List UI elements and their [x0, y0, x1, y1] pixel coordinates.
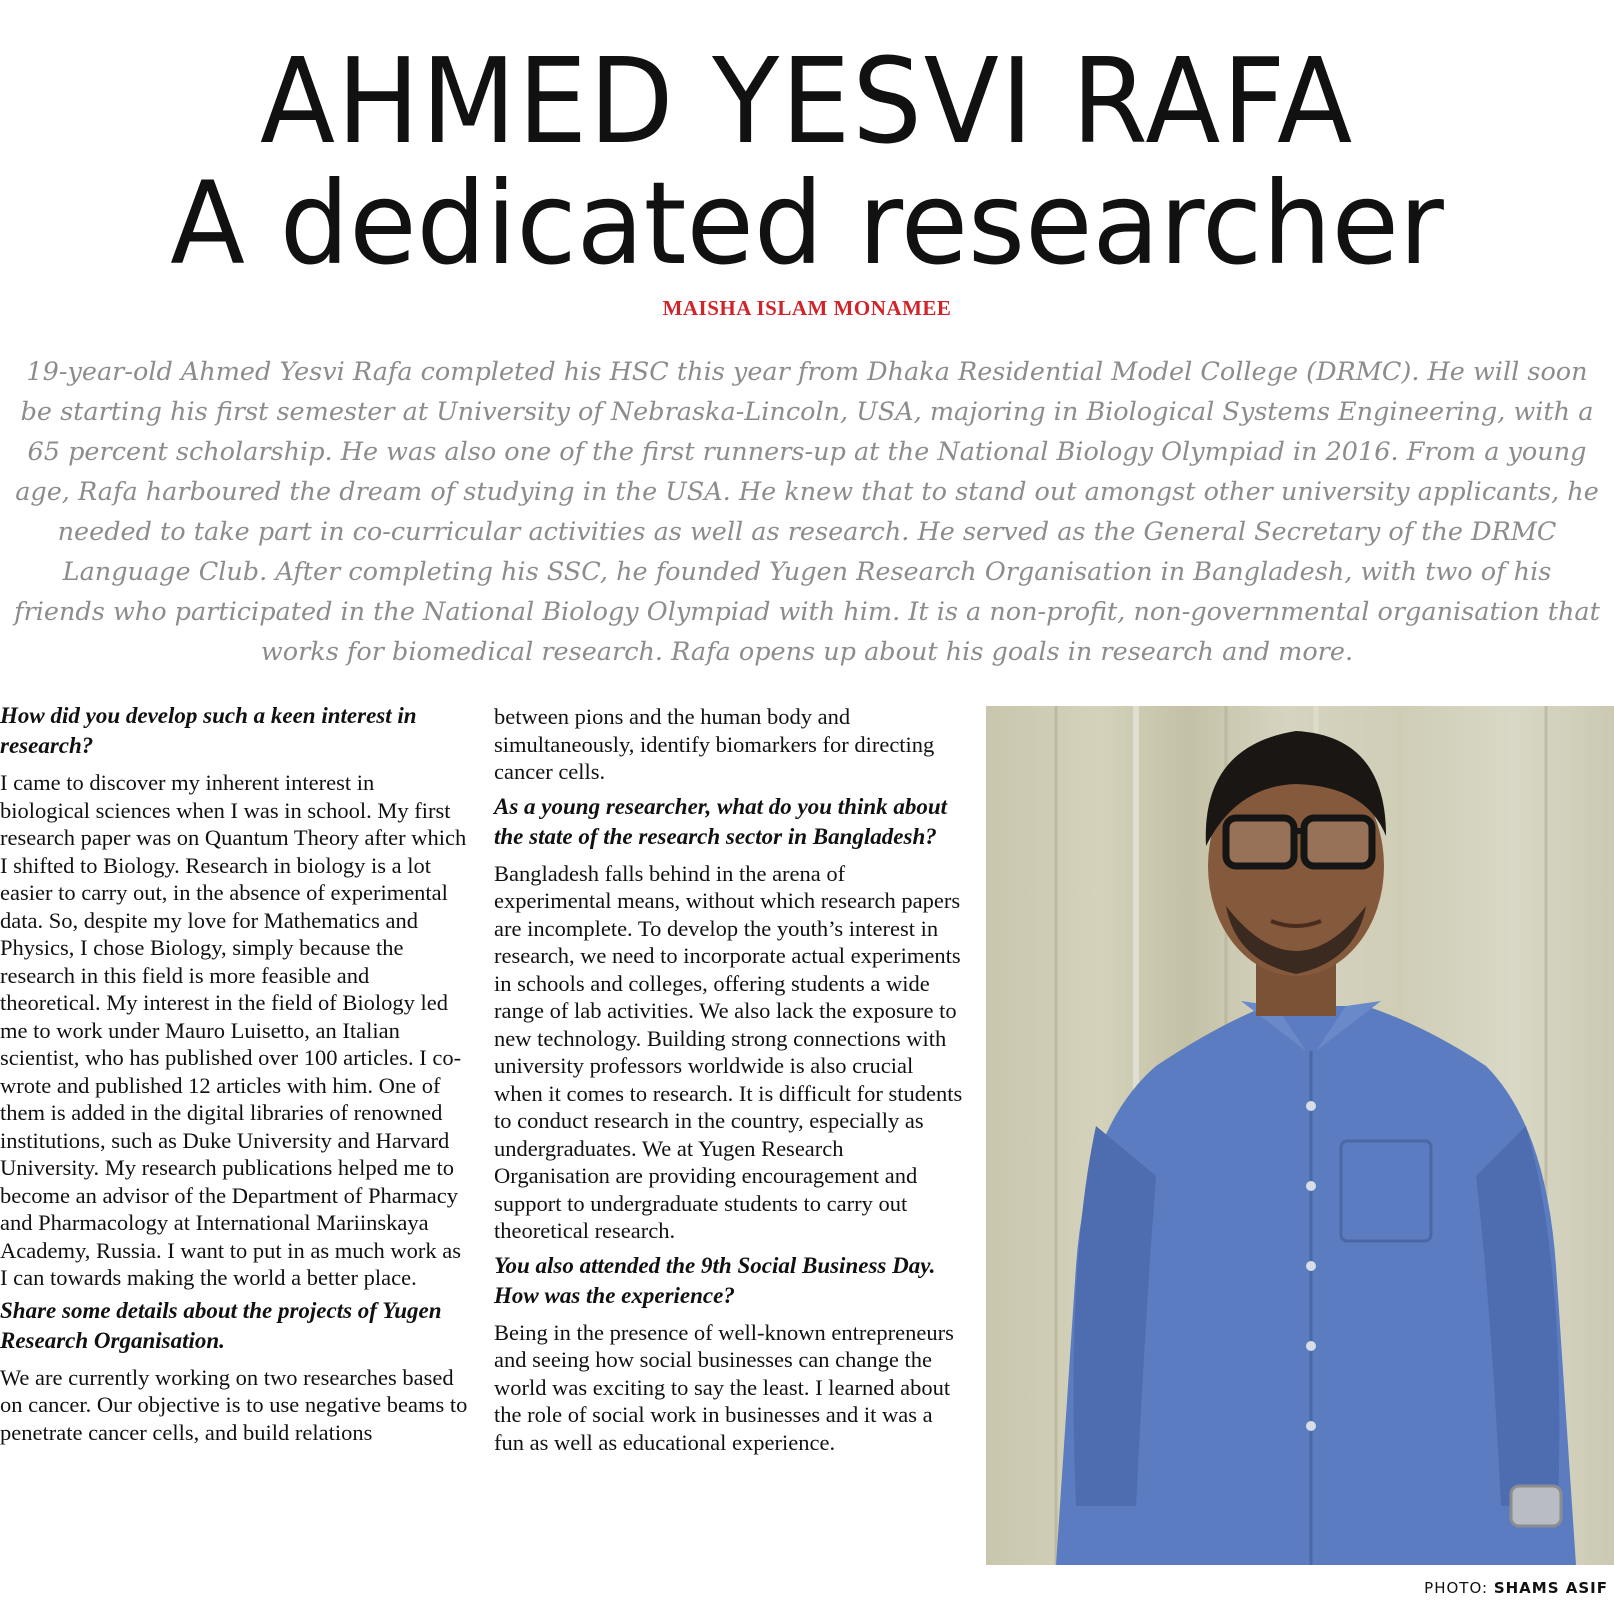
shirt-button — [1306, 1261, 1316, 1271]
answer-yugen-projects-part1: We are currently working on two researches based on cancer. Our objective is to use negative beams to penetrate cancer cells, and build relations — [0, 1364, 468, 1445]
answer-yugen-projects-part2: between pions and the human body and simultaneously, identify biomarkers for directing cancer cells. — [494, 704, 935, 784]
headline-subtitle: A dedicated researcher — [170, 157, 1444, 290]
question-research-sector: As a young researcher, what do you think about the state of the research sector in Bangladesh? — [494, 793, 948, 849]
glasses-left-lens — [1226, 818, 1294, 866]
shirt-button — [1306, 1421, 1316, 1431]
portrait-illustration — [986, 706, 1614, 1565]
glasses-right-lens — [1304, 818, 1372, 866]
column-middle — [494, 703, 964, 1458]
author-byline: MAISHA ISLAM MONAMEE — [662, 296, 952, 320]
shirt-button — [1306, 1101, 1316, 1111]
wristwatch — [1511, 1486, 1561, 1526]
headline-name: AHMED YESVI RAFA — [259, 32, 1355, 170]
portrait-photo — [986, 706, 1614, 1565]
photo-credit-name: SHAMS ASIF — [1493, 1579, 1608, 1597]
shirt-button — [1306, 1341, 1316, 1351]
question-social-business-day: You also attended the 9th Social Business Day. How was the experience? — [494, 1252, 936, 1308]
column-left — [0, 701, 468, 1448]
answer-social-business-day: Being in the presence of well-known entrepreneurs and seeing how social businesses can change the world was exciting to say the least. I learned about the role of social work in businesses and it was a fun as well as educational experience. — [494, 1319, 954, 1455]
question-research-interest: How did you develop such a keen interest in research? — [0, 703, 417, 758]
intro-paragraph: 19-year-old Ahmed Yesvi Rafa completed his HSC this year from Dhaka Residential Model College (DRMC). He will soon be starting his first semester at University of Nebraska-Lincoln, USA, majoring in Biological Systems Engineering, with a 65 percent scholarship. He was also one of the first runners-up at the National Biology Olympiad in 2016. From a young age, Rafa harboured the dream of studying in the USA. He knew that to stand out amongst other university applicants, he needed to take part in co-curricular activities as well as research. He served as the General Secretary of the DRMC Language Club. After completing his SSC, he founded Yugen Research Organisation in Bangladesh, with two of his friends who participated in the National Biology Olympiad with him. It is a non-profit, non-governmental organisation that works for biomedical research. Rafa opens up about his goals in research and more. — [14, 357, 1600, 667]
answer-research-sector: Bangladesh falls behind in the arena of experimental means, without which research papers are incomplete. To develop the youth’s interest in research, we need to incorporate actual experiments in schools and colleges, offering students a wide range of lab activities. We also lack the exposure to new technology. Building strong connections with university professors worldwide is also crucial when it comes to research. It is difficult for students to conduct research in the country, especially as undergraduates. We at Yugen Research Organisation are providing encouragement and support to undergraduate students to carry out theoretical research. — [494, 860, 963, 1243]
answer-research-interest: I came to discover my inherent interest in biological sciences when I was in school. My first research paper was on Quantum Theory after which I shifted to Biology. Research in biology is a lot easier to carry out, in the absence of experimental data. So, despite my love for Mathematics and Physics, I chose Biology, simply because the research in this field is more feasible and theoretical. My interest in the field of Biology led me to work under Mauro Luisetto, an Italian scientist, who has published over 100 articles. I co-wrote and published 12 articles with him. One of them is added in the digital libraries of renowned institutions, such as Duke University and Harvard University. My research publications helped me to become an advisor of the Department of Pharmacy and Pharmacology at International Mariinskaya Academy, Russia. I want to put in as much work as I can towards making the world a better place. — [0, 770, 467, 1290]
shirt-button — [1306, 1181, 1316, 1191]
photo-credit-label: PHOTO: — [1424, 1579, 1489, 1597]
photo-credit — [1424, 1579, 1608, 1597]
question-yugen-projects: Share some details about the projects of Yugen Research Organisation. — [0, 1297, 442, 1353]
